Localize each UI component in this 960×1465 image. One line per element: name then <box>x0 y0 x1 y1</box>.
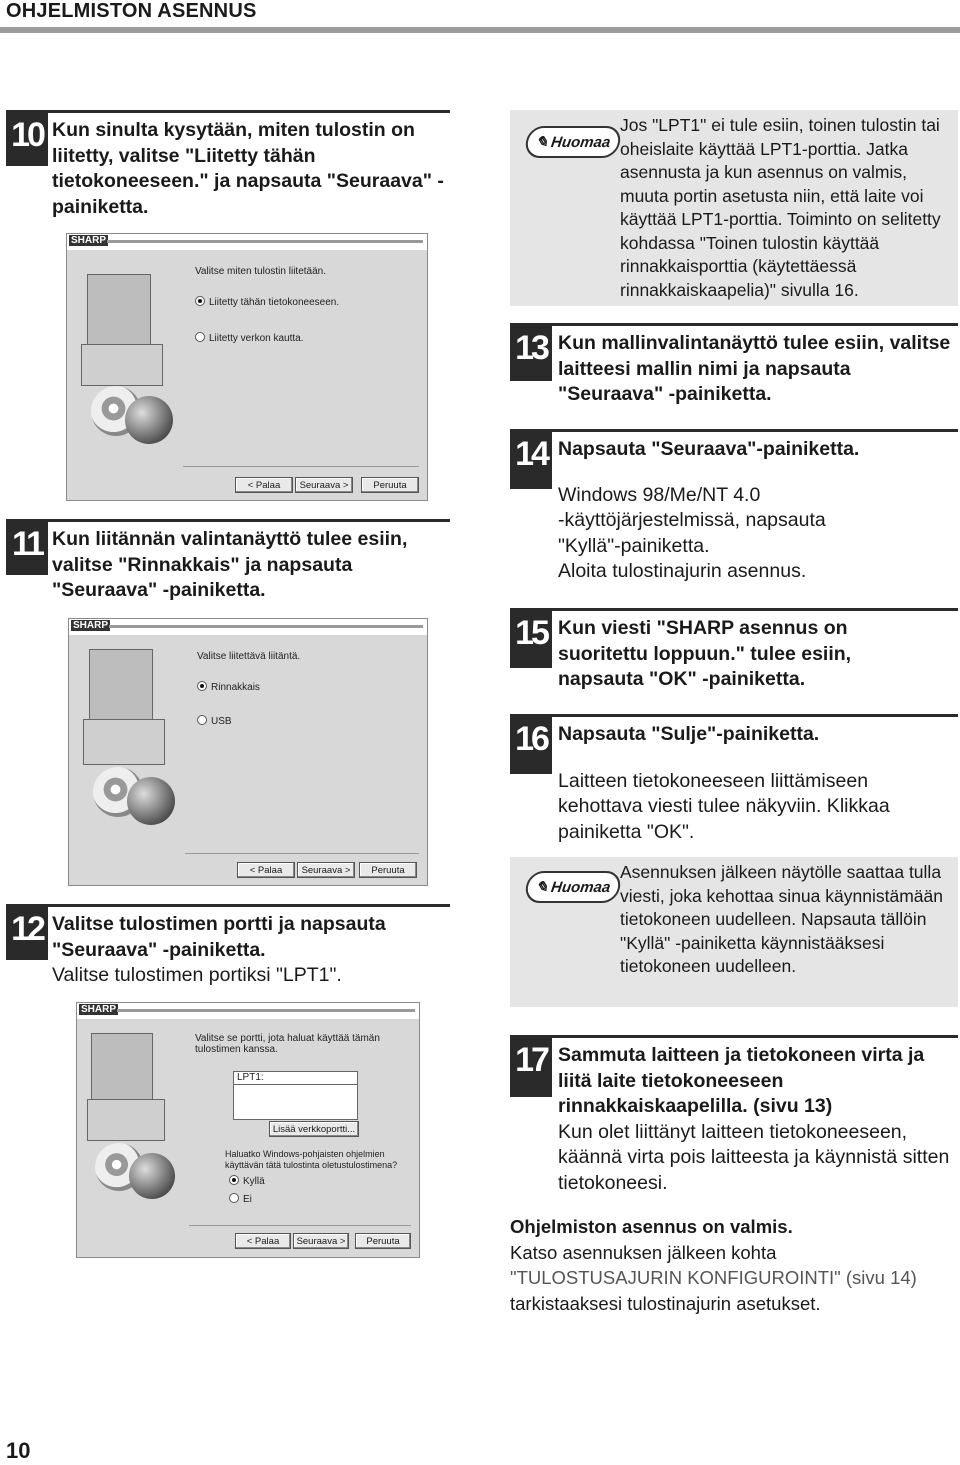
globe-icon <box>127 777 175 825</box>
step-15-number: 15 <box>510 608 552 668</box>
back-button[interactable]: < Palaa <box>237 862 295 878</box>
sharp-logo: SHARP <box>73 620 109 631</box>
option-network[interactable] <box>195 332 304 344</box>
option-yes[interactable] <box>229 1175 265 1187</box>
step-16-text-bold: Napsauta "Sulje"-painiketta. <box>558 723 820 745</box>
option-parallel[interactable] <box>197 681 260 693</box>
option-no-label: Ei <box>243 1194 252 1205</box>
step-16-text: Laitteen tietokoneeseen liittämiseen kehottava viesti tulee näkyviin. Klikkaa painiketta "OK". <box>558 769 890 843</box>
finish-line: Katso asennuksen jälkeen kohta <box>510 1241 777 1263</box>
step-14-os: Windows 98/Me/NT 4.0 <box>558 483 761 506</box>
step-12-body <box>52 912 452 989</box>
step-12-number: 12 <box>6 904 48 960</box>
step-11-text: Kun liitännän valintanäyttö tulee esiin, valitse "Rinnakkais" ja napsauta "Seuraava" -painiketta. <box>52 528 408 601</box>
computer-icon <box>91 1033 153 1101</box>
screenshot-port-select <box>76 1002 420 1258</box>
step-10-number: 10 <box>6 110 48 166</box>
step-14-rule <box>510 429 958 432</box>
step-10-text: Kun sinulta kysytään, miten tulostin on liitetty, valitse "Liitetty tähän tietokoneeseen." ja napsauta "Seuraava" -painiketta. <box>52 119 444 218</box>
step-13-text: Kun mallinvalintanäyttö tulee esiin, valitse laitteesi mallin nimi ja napsauta "Seuraava" -painiketta. <box>558 332 951 405</box>
option-yes-label: Kyllä <box>243 1176 265 1187</box>
back-button[interactable]: < Palaa <box>235 477 293 493</box>
next-button[interactable]: Seuraava > <box>295 477 353 493</box>
note-box <box>510 857 958 1007</box>
configuration-link[interactable]: "TULOSTUSAJURIN KONFIGUROINTI" (sivu 14) <box>510 1267 917 1288</box>
step-14-number: 14 <box>510 429 552 489</box>
step-10-rule <box>6 110 450 113</box>
sharp-logo: SHARP <box>71 235 107 246</box>
keyboard-icon <box>81 344 163 386</box>
radio-icon <box>195 332 205 342</box>
globe-icon <box>129 1153 175 1199</box>
next-button[interactable]: Seuraava > <box>293 1233 349 1249</box>
finish-title: Ohjelmiston asennus on valmis. <box>510 1216 793 1237</box>
step-14-text-2: Aloita tulostinajurin asennus. <box>558 560 807 582</box>
back-button[interactable]: < Palaa <box>235 1233 291 1249</box>
page-number: 10 <box>6 1438 31 1463</box>
note-badge <box>524 871 622 903</box>
step-11-rule <box>6 519 450 522</box>
radio-icon <box>195 296 205 306</box>
note-text: Jos "LPT1" ei tule esiin, toinen tulostin tai oheislaite käyttää LPT1-porttia. Jatka asennusta ja kun asennus on valmis, muuta portin asetusta niin, että laite voi käyttää LPT1-porttia. Toiminto on selitetty kohdassa "Toinen tulostin käyttää rinnakkaisporttia (käytettäessä rinnakkaiskaapelia)" sivulla 16. <box>620 115 941 300</box>
option-local-label: Liitetty tähän tietokoneeseen. <box>209 297 340 308</box>
step-17-text-bold: Sammuta laitteen ja tietokoneen virta ja liitä laite tietokoneeseen rinnakkaiskaapelilla. (sivu 13) <box>558 1044 925 1117</box>
header-divider <box>0 27 960 33</box>
page-title: OHJELMISTON ASENNUS <box>6 0 257 22</box>
note-text: Asennuksen jälkeen näytölle saattaa tulla viesti, joka kehottaa sinua käynnistämään tietokoneen uudelleen. Napsauta tällöin "Kyllä" -painiketta käynnistääksesi tietokoneen uudelleen. <box>620 862 943 976</box>
computer-icon <box>87 274 151 346</box>
step-17-body <box>558 1043 958 1196</box>
step-17-rule <box>510 1035 958 1038</box>
step-14-text: -käyttöjärjestelmissä, napsauta "Kyllä"-painiketta. <box>558 509 826 557</box>
cancel-button[interactable]: Peruuta <box>361 477 419 493</box>
radio-icon <box>229 1175 239 1185</box>
note-label: Huomaa <box>549 133 612 151</box>
screenshot-interface-select <box>68 618 428 886</box>
port-list[interactable]: LPT1: <box>233 1071 358 1085</box>
option-parallel-label: Rinnakkais <box>211 682 260 693</box>
step-12-rule <box>6 904 450 907</box>
step-14-body <box>558 437 958 585</box>
globe-icon <box>125 396 173 444</box>
step-14-text-bold: Napsauta "Seuraava"-painiketta. <box>558 438 860 460</box>
radio-icon <box>229 1193 239 1203</box>
step-16-rule <box>510 714 958 717</box>
option-usb-label: USB <box>211 716 232 727</box>
note-badge <box>524 126 622 158</box>
step-17-text: Kun olet liittänyt laitteen tietokoneeseen, käännä virta pois laitteesta ja käynnistä sitten tietokoneesi. <box>558 1120 950 1194</box>
add-network-port-button[interactable]: Lisää verkkoportti... <box>269 1121 359 1137</box>
step-11-number: 11 <box>6 519 48 575</box>
step-15-text: Kun viesti "SHARP asennus on suoritettu loppuun." tulee esiin, napsauta "OK" -painiketta. <box>558 617 852 690</box>
cancel-button[interactable]: Peruuta <box>359 862 417 878</box>
option-network-label: Liitetty verkon kautta. <box>209 333 304 344</box>
step-17-number: 17 <box>510 1035 552 1097</box>
cancel-button[interactable]: Peruuta <box>355 1233 411 1249</box>
step-12-text-bold: Valitse tulostimen portti ja napsauta "Seuraava" -painiketta. <box>52 913 386 961</box>
computer-icon <box>89 649 153 721</box>
next-button[interactable]: Seuraava > <box>297 862 355 878</box>
step-12-text: Valitse tulostimen portiksi "LPT1". <box>52 964 342 986</box>
step-13-number: 13 <box>510 323 552 381</box>
radio-icon <box>197 681 207 691</box>
finish-link-text <box>510 1265 950 1316</box>
dialog-prompt: Valitse liitettävä liitäntä. <box>197 651 301 662</box>
pencil-icon: ✎ <box>534 879 550 896</box>
option-no[interactable] <box>229 1193 252 1205</box>
finish-section <box>510 1214 950 1316</box>
keyboard-icon <box>83 719 165 765</box>
port-list-area[interactable] <box>233 1085 358 1120</box>
step-16-body <box>558 722 958 845</box>
step-13-rule <box>510 323 958 326</box>
finish-rest: tarkistaaksesi tulostinajurin asetukset. <box>510 1292 821 1314</box>
note-label: Huomaa <box>549 878 612 896</box>
radio-icon <box>197 715 207 725</box>
step-16-number: 16 <box>510 714 552 774</box>
keyboard-icon <box>87 1099 165 1141</box>
dialog-prompt: Valitse miten tulostin liitetään. <box>195 266 326 277</box>
option-usb[interactable] <box>197 715 232 727</box>
option-local[interactable] <box>195 296 339 308</box>
dialog-prompt: Valitse se portti, jota haluat käyttää tämän tulostimen kanssa. <box>195 1033 380 1055</box>
note-box <box>510 110 958 306</box>
default-printer-question: Haluatko Windows-pohjaisten ohjelmien käyttävän tätä tulostinta oletustulostimena? <box>225 1149 398 1170</box>
pencil-icon: ✎ <box>534 134 550 151</box>
sharp-logo: SHARP <box>81 1004 117 1015</box>
screenshot-connection-type <box>66 233 428 501</box>
step-15-rule <box>510 608 958 611</box>
